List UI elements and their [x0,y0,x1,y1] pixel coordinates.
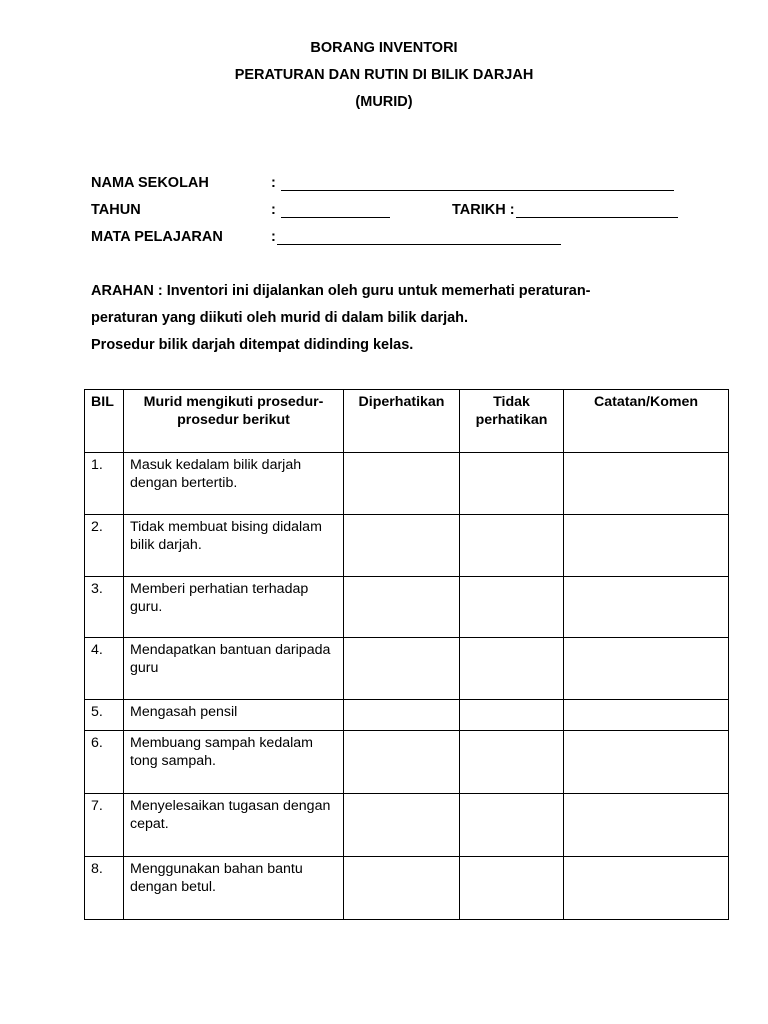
row-procedure: Mendapatkan bantuan daripada guru [124,638,344,700]
instructions-line-2: peraturan yang diikuti oleh murid di dalam bilik darjah. [91,310,469,326]
catatan-cell[interactable] [564,577,729,638]
table-row [85,794,729,857]
row-procedure: Memberi perhatian terhadap guru. [124,577,344,638]
table-header-row [85,390,729,453]
header-tidak-perhatikan: Tidak perhatikan [460,390,564,453]
form-subtitle: PERATURAN DAN RUTIN DI BILIK DARJAH [234,67,534,83]
tahun-label: TAHUN [91,202,141,218]
row-number: 1. [85,453,124,515]
form-audience: (MURID) [355,94,413,110]
tahun-field[interactable] [281,217,390,218]
observation-table [84,389,729,920]
header-bil: BIL [85,390,124,453]
tidak-perhatikan-cell[interactable] [460,731,564,794]
tidak-perhatikan-cell[interactable] [460,638,564,700]
diperhatikan-cell[interactable] [344,515,460,577]
table-row [85,638,729,700]
diperhatikan-cell[interactable] [344,577,460,638]
header-diperhatikan: Diperhatikan [344,390,460,453]
nama-sekolah-label: NAMA SEKOLAH [91,175,209,191]
diperhatikan-cell[interactable] [344,857,460,920]
diperhatikan-cell[interactable] [344,700,460,731]
tahun-colon: : [271,202,276,218]
tidak-perhatikan-cell[interactable] [460,700,564,731]
diperhatikan-cell[interactable] [344,794,460,857]
table-row [85,700,729,731]
row-procedure: Menggunakan bahan bantu dengan betul. [124,857,344,920]
row-number: 3. [85,577,124,638]
tidak-perhatikan-cell[interactable] [460,453,564,515]
tidak-perhatikan-cell[interactable] [460,515,564,577]
row-procedure: Masuk kedalam bilik darjah dengan bertertib. [124,453,344,515]
diperhatikan-cell[interactable] [344,731,460,794]
tidak-perhatikan-cell[interactable] [460,794,564,857]
tarikh-label: TARIKH : [452,202,515,218]
catatan-cell[interactable] [564,700,729,731]
instructions-line-3: Prosedur bilik darjah ditempat didinding kelas. [91,337,414,353]
row-number: 5. [85,700,124,731]
table-row [85,453,729,515]
mata-pelajaran-label: MATA PELAJARAN [91,229,223,245]
mata-pelajaran-field[interactable] [277,244,561,245]
catatan-cell[interactable] [564,794,729,857]
row-number: 2. [85,515,124,577]
table-row [85,515,729,577]
tarikh-field[interactable] [516,217,678,218]
catatan-cell[interactable] [564,515,729,577]
catatan-cell[interactable] [564,857,729,920]
tidak-perhatikan-cell[interactable] [460,577,564,638]
nama-sekolah-field[interactable] [281,190,674,191]
catatan-cell[interactable] [564,453,729,515]
header-catatan-komen: Catatan/Komen [564,390,729,453]
table-row [85,577,729,638]
row-procedure: Mengasah pensil [124,700,344,731]
row-number: 7. [85,794,124,857]
table-row [85,857,729,920]
tidak-perhatikan-cell[interactable] [460,857,564,920]
row-procedure: Membuang sampah kedalam tong sampah. [124,731,344,794]
table-row [85,731,729,794]
row-number: 8. [85,857,124,920]
row-number: 6. [85,731,124,794]
row-procedure: Menyelesaikan tugasan dengan cepat. [124,794,344,857]
form-title: BORANG INVENTORI [310,40,458,56]
row-procedure: Tidak membuat bising didalam bilik darjah. [124,515,344,577]
catatan-cell[interactable] [564,731,729,794]
nama-sekolah-colon: : [271,175,276,191]
diperhatikan-cell[interactable] [344,638,460,700]
mata-pelajaran-colon: : [271,229,276,245]
instructions-line-1: ARAHAN : Inventori ini dijalankan oleh guru untuk memerhati peraturan- [91,283,591,299]
row-number: 4. [85,638,124,700]
catatan-cell[interactable] [564,638,729,700]
header-prosedur: Murid mengikuti prosedur-prosedur berikut [124,390,344,453]
diperhatikan-cell[interactable] [344,453,460,515]
